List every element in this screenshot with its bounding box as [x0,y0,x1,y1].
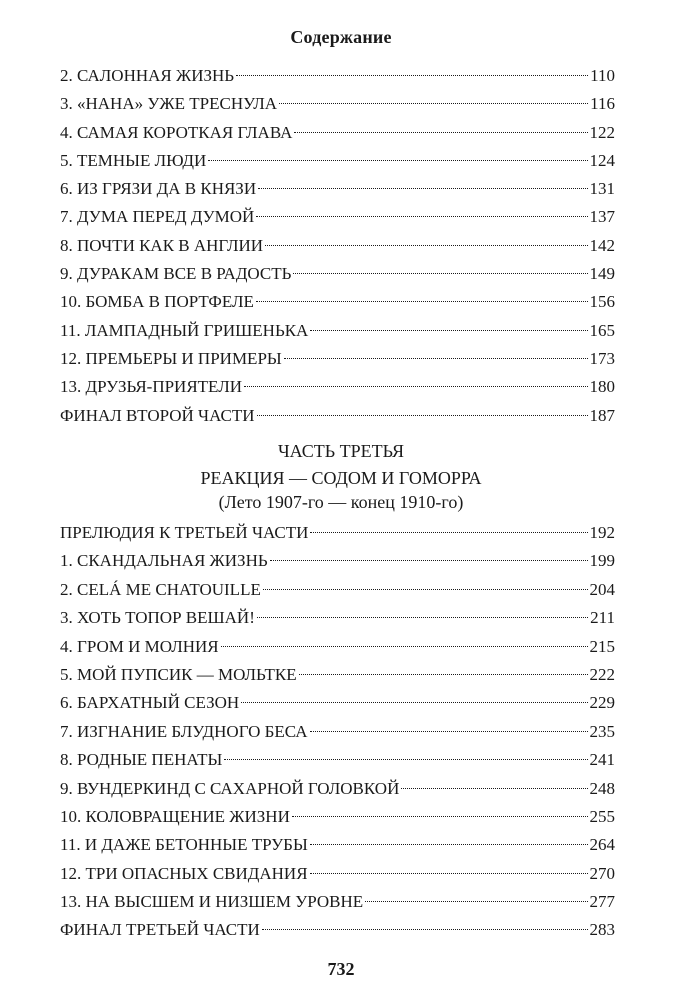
toc-entry-page: 264 [589,835,615,855]
toc-entry-page: 215 [589,636,615,656]
toc-entry-page: 187 [589,405,615,425]
toc-entry-page: 116 [590,94,615,114]
dot-leader [256,301,588,302]
toc-entry-title: 9. ВУНДЕРКИНД С САХАРНОЙ ГОЛОВКОЙ [60,778,400,798]
dot-leader [293,273,587,274]
toc-entry-title: 4. ГРОМ И МОЛНИЯ [60,636,219,656]
toc-entry-title: 13. НА ВЫСШЕМ И НИЗШЕМ УРОВНЕ [60,892,364,912]
running-head: Содержание [290,27,392,47]
toc-entry-title: 3. «НАНА» УЖЕ ТРЕСНУЛА [60,94,278,114]
part-dates: (Лето 1907-го — конец 1910-го) [218,492,464,512]
toc-entry-page: 204 [589,579,615,599]
dot-leader [208,160,587,161]
toc-entry-title: 9. ДУРАКАМ ВСЕ В РАДОСТЬ [60,264,292,284]
toc-entry [60,147,615,175]
toc-entry-title: 13. ДРУЗЬЯ-ПРИЯТЕЛИ [60,377,243,397]
dot-leader [244,386,587,387]
toc-entry [60,633,615,661]
toc-entry-page: 211 [590,608,615,628]
toc-entry-page: 142 [589,235,615,255]
toc-entry [60,288,615,316]
toc-entry-title: 10. БОМБА В ПОРТФЕЛЕ [60,292,254,312]
dot-leader [310,731,588,732]
toc-entry-page: 199 [589,551,615,571]
toc-entry-title: 5. ТЕМНЫЕ ЛЮДИ [60,150,207,170]
toc-entry-title: 6. БАРХАТНЫЙ СЕЗОН [60,693,240,713]
dot-leader [310,873,588,874]
dot-leader [224,759,587,760]
toc-entry-page: 270 [589,863,615,883]
dot-leader [279,103,588,104]
toc-entry-title: 8. ПОЧТИ КАК В АНГЛИИ [60,235,264,255]
toc-entry-page: 222 [589,664,615,684]
toc-entry-title: 2. CELÁ ME CHATOUILLE [60,579,261,599]
toc-entry-title: 11. ЛАМПАДНЫЙ ГРИШЕНЬКА [60,320,309,340]
toc-entry [60,746,615,774]
toc-entry-page: 165 [589,320,615,340]
part-title: РЕАКЦИЯ — СОДОМ И ГОМОРРА [200,468,482,488]
toc-entry [60,260,615,288]
dot-leader [258,188,587,189]
toc-entry-page: 131 [589,179,615,199]
toc-entry-page: 180 [589,377,615,397]
dot-leader [236,75,588,76]
toc-entry-page: 248 [589,778,615,798]
dot-leader [310,330,587,331]
toc-entry [60,831,615,859]
dot-leader [257,617,588,618]
toc-entry [60,576,615,604]
toc-entry-page: 173 [589,348,615,368]
toc-entry [60,689,615,717]
toc-entry-page: 156 [589,292,615,312]
toc-entry [60,119,615,147]
toc-entry-page: 235 [589,721,615,741]
toc-entry-page: 255 [589,806,615,826]
toc-entry-page: 277 [589,892,615,912]
toc-entry [60,803,615,831]
toc-list-part-two [60,62,615,430]
toc-entry [60,203,615,231]
toc-entry-title: 10. КОЛОВРАЩЕНИЕ ЖИЗНИ [60,806,290,826]
toc-entry [60,604,615,632]
toc-entry-page: 122 [589,122,615,142]
toc-entry-title: 8. РОДНЫЕ ПЕНАТЫ [60,750,223,770]
toc-entry-page: 241 [589,750,615,770]
toc-entry-title: ФИНАЛ ТРЕТЬЕЙ ЧАСТИ [60,920,260,940]
toc-entry [60,373,615,401]
toc-entry-page: 229 [589,693,615,713]
toc-entry [60,547,615,575]
toc-entry-title: 12. ТРИ ОПАСНЫХ СВИДАНИЯ [60,863,308,883]
toc-entry-page: 137 [589,207,615,227]
toc-entry-page: 124 [589,150,615,170]
toc-entry-title: 4. САМАЯ КОРОТКАЯ ГЛАВА [60,122,293,142]
page-number: 732 [327,959,355,979]
dot-leader [401,788,587,789]
toc-entry-page: 283 [589,920,615,940]
toc-entry [60,661,615,689]
toc-entry [60,175,615,203]
dot-leader [265,245,587,246]
toc-entry [60,402,615,430]
toc-entry [60,888,615,916]
toc-entry-title: 12. ПРЕМЬЕРЫ И ПРИМЕРЫ [60,348,282,368]
dot-leader [262,929,588,930]
toc-entry [60,62,615,90]
dot-leader [257,415,588,416]
toc-entry-title: 7. ДУМА ПЕРЕД ДУМОЙ [60,207,255,227]
toc-entry [60,317,615,345]
dot-leader [310,844,588,845]
dot-leader [299,674,588,675]
dot-leader [294,132,587,133]
part-label: ЧАСТЬ ТРЕТЬЯ [277,441,405,461]
dot-leader [310,532,587,533]
dot-leader [221,646,588,647]
toc-entry-title: 5. МОЙ ПУПСИК — МОЛЬТКЕ [60,664,297,684]
dot-leader [365,901,587,902]
toc-entry-title: 7. ИЗГНАНИЕ БЛУДНОГО БЕСА [60,721,308,741]
dot-leader [292,816,588,817]
toc-entry-title: 6. ИЗ ГРЯЗИ ДА В КНЯЗИ [60,179,257,199]
toc-entry [60,916,615,944]
dot-leader [256,216,587,217]
toc-entry-title: 11. И ДАЖЕ БЕТОННЫЕ ТРУБЫ [60,835,308,855]
toc-entry [60,345,615,373]
toc-entry-title: ПРЕЛЮДИЯ К ТРЕТЬЕЙ ЧАСТИ [60,523,309,542]
toc-entry-page: 110 [590,66,615,85]
toc-entry [60,519,615,547]
dot-leader [263,589,588,590]
dot-leader [284,358,588,359]
toc-list-part-three [60,519,615,945]
toc-entry-title: 3. ХОТЬ ТОПОР ВЕШАЙ! [60,608,255,628]
toc-entry-title: ФИНАЛ ВТОРОЙ ЧАСТИ [60,405,255,425]
toc-entry-title: 1. СКАНДАЛЬНАЯ ЖИЗНЬ [60,551,268,571]
toc-entry-title: 2. САЛОННАЯ ЖИЗНЬ [60,66,235,85]
dot-leader [241,702,587,703]
toc-entry-page: 149 [589,264,615,284]
toc-entry [60,718,615,746]
toc-entry [60,232,615,260]
toc-entry-page: 192 [589,523,615,542]
toc-entry [60,860,615,888]
dot-leader [270,560,588,561]
toc-entry [60,775,615,803]
toc-entry [60,90,615,118]
